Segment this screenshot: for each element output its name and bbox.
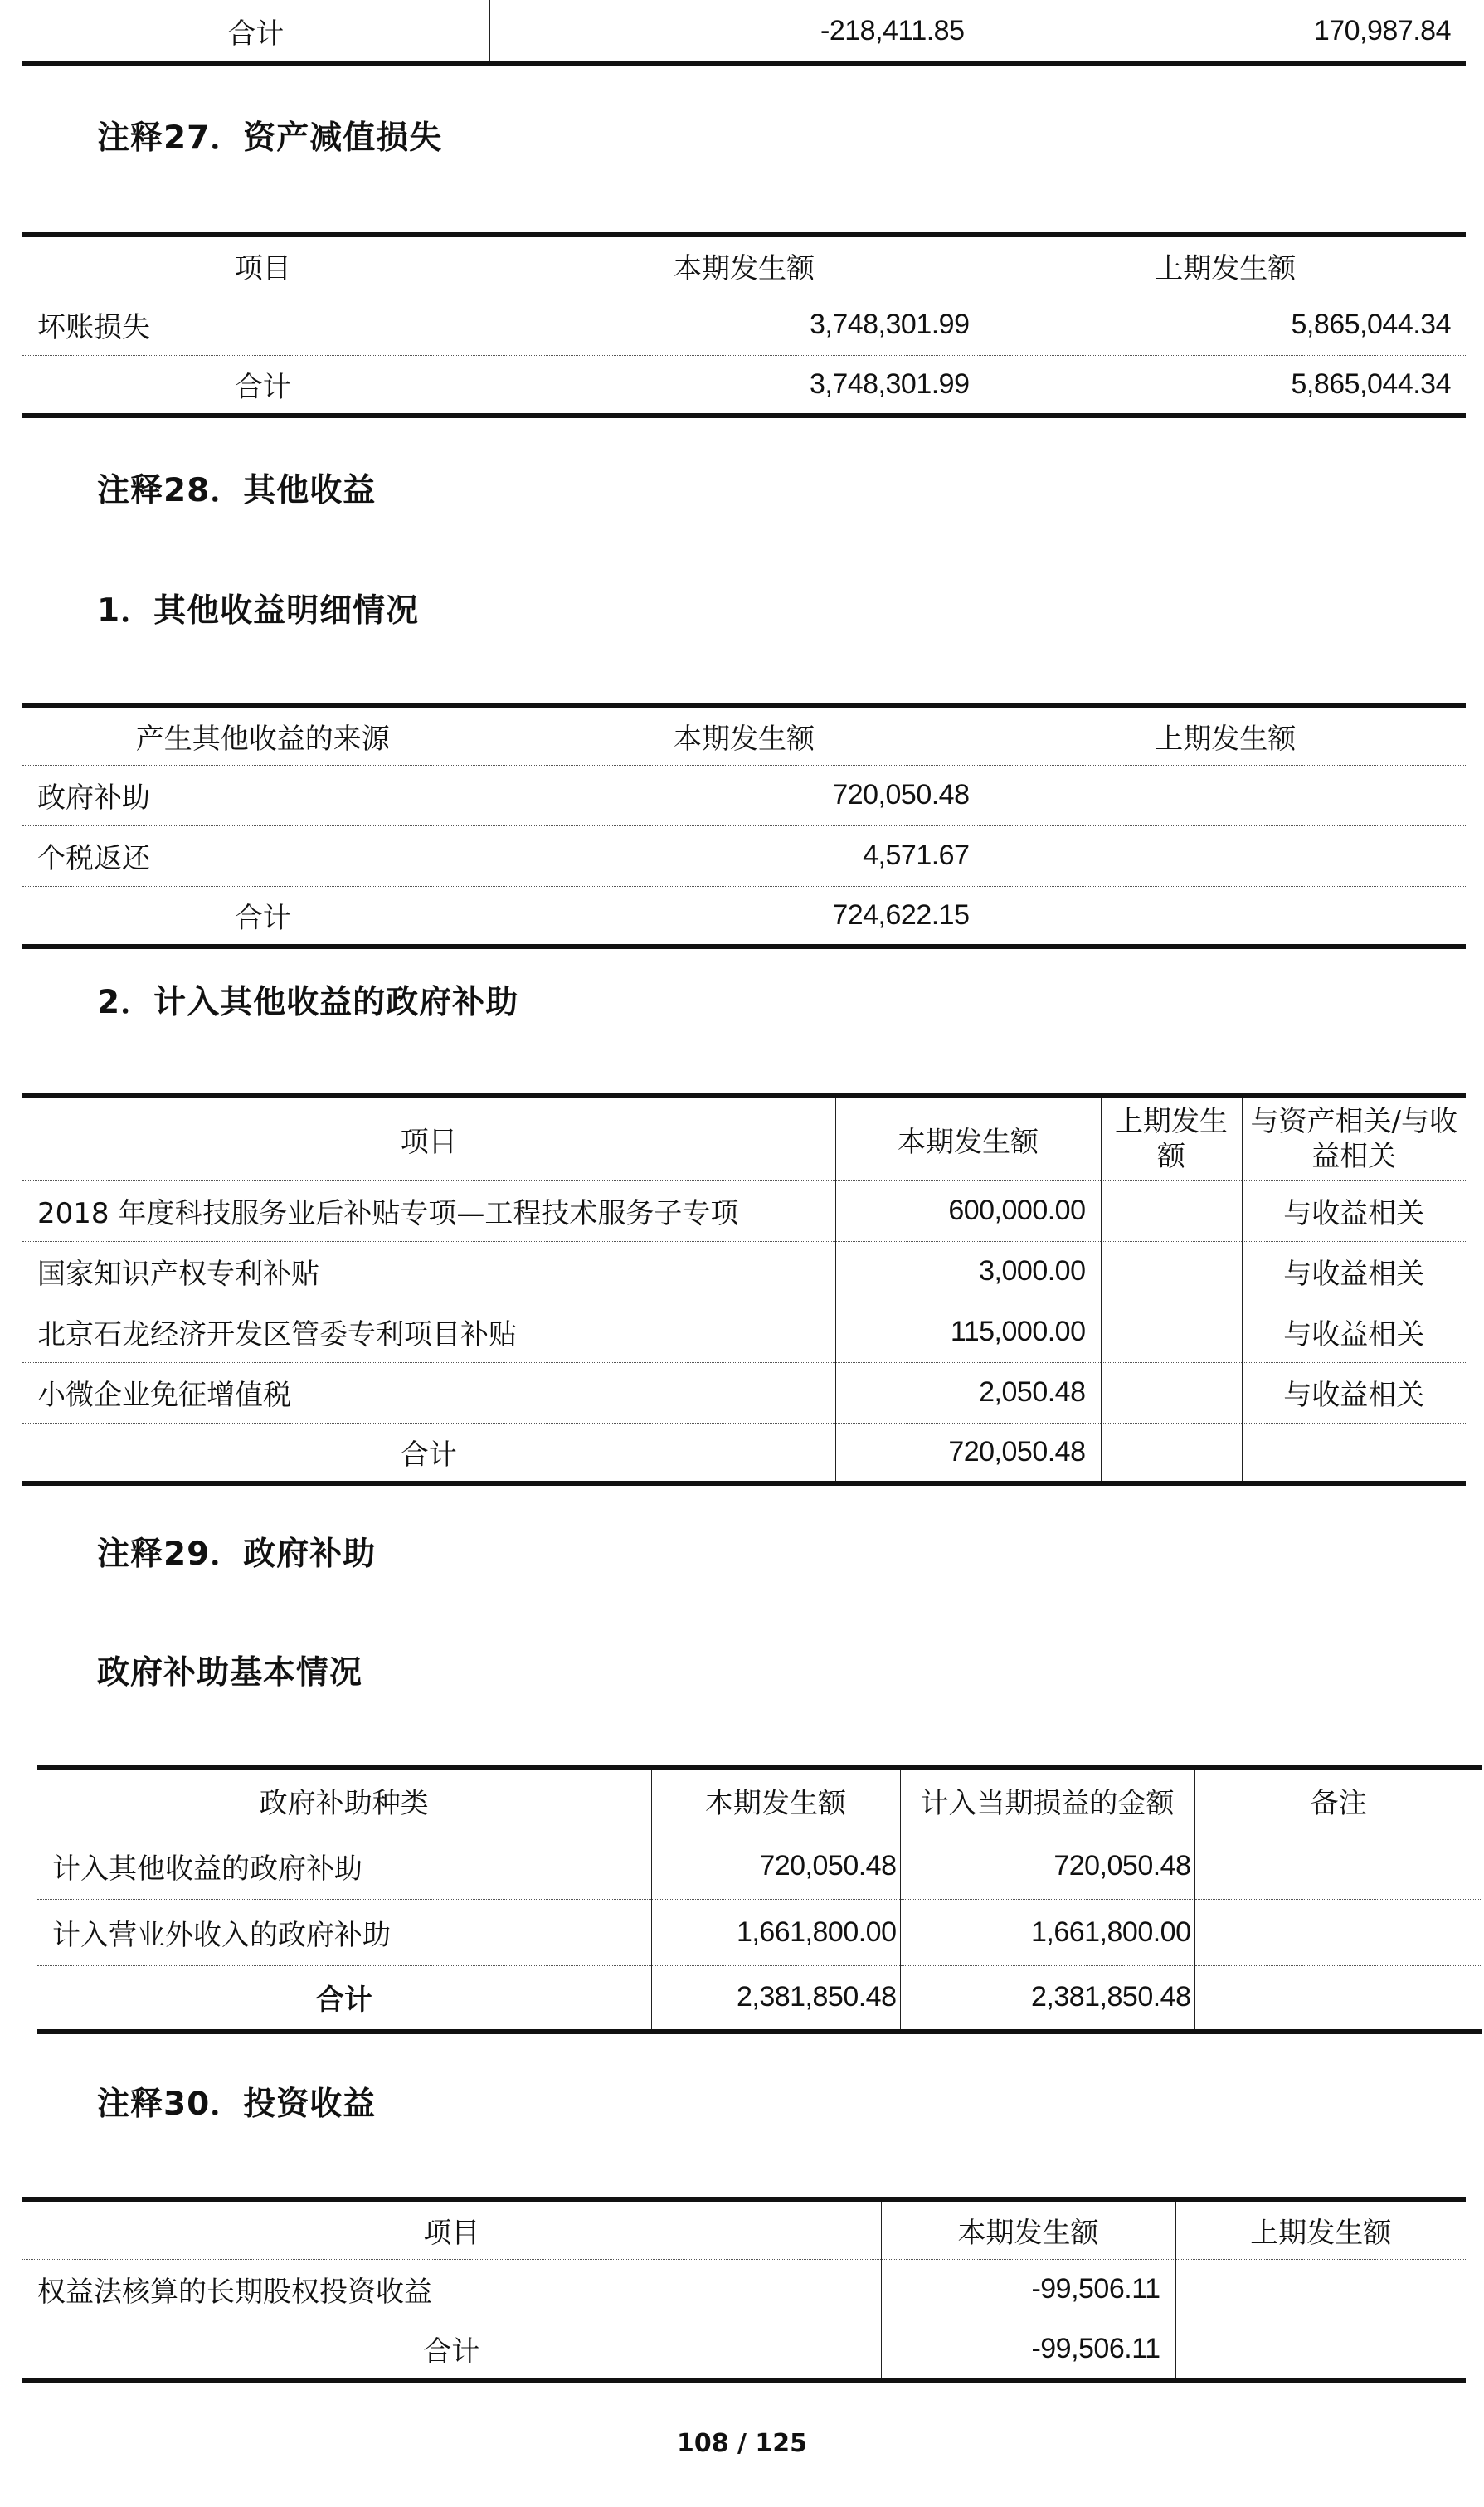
row-relation: 与收益相关	[1242, 1362, 1466, 1423]
row-previous	[985, 765, 1466, 825]
total-label: 合计	[234, 901, 291, 935]
note27-table	[22, 232, 1466, 418]
total-label: 合计	[423, 2334, 480, 2368]
col-header: 本期发生额	[881, 2199, 1175, 2259]
total-label: 合计	[400, 1438, 457, 1472]
total-current: -218,411.85	[489, 0, 980, 64]
col-header: 本期发生额	[835, 1096, 1101, 1180]
note30-table	[22, 2197, 1466, 2383]
header-row	[22, 1096, 1466, 1180]
table-row	[22, 825, 1466, 886]
col-header: 上期发生额	[985, 235, 1466, 295]
col-header: 政府补助种类	[37, 1767, 651, 1833]
total-profit-loss: 2,381,850.48	[900, 1965, 1194, 2032]
col-header: 项目	[22, 235, 504, 295]
header-row	[37, 1767, 1482, 1833]
row-previous	[1101, 1241, 1242, 1302]
note30-title: 注释30．投资收益	[97, 2086, 377, 2123]
table-row	[22, 1362, 1466, 1423]
total-label: 合计	[315, 1984, 372, 2018]
col-header: 计入当期损益的金额	[900, 1767, 1194, 1833]
total-current: -99,506.11	[881, 2320, 1175, 2380]
total-previous	[1101, 1423, 1242, 1483]
note28-sub1-title: 1．其他收益明细情况	[97, 592, 420, 630]
row-current: -99,506.11	[881, 2259, 1175, 2320]
col-header: 上期发生额	[1175, 2199, 1466, 2259]
note27-title: 注释27．资产减值损失	[97, 119, 443, 157]
col-header: 与资产相关/与收益相关	[1242, 1096, 1466, 1180]
row-current: 720,050.48	[504, 765, 985, 825]
col-header: 上期发生额	[985, 705, 1466, 765]
header-row	[22, 705, 1466, 765]
row-remark	[1194, 1899, 1482, 1965]
note28-title: 注释28．其他收益	[97, 472, 377, 509]
top-total-table	[22, 0, 1466, 66]
note29-sub-title: 政府补助基本情况	[97, 1654, 363, 1692]
total-row	[22, 1423, 1466, 1483]
header-row	[22, 2199, 1466, 2259]
total-row	[22, 886, 1466, 947]
table-row	[22, 765, 1466, 825]
table-row	[37, 1833, 1482, 1899]
col-header: 本期发生额	[504, 235, 985, 295]
total-current: 724,622.15	[504, 886, 985, 947]
page-number: 108 / 125	[676, 2429, 808, 2458]
note28-table2	[22, 1093, 1466, 1486]
row-current: 115,000.00	[835, 1302, 1101, 1362]
table-row	[22, 0, 1466, 64]
row-current: 720,050.48	[651, 1833, 900, 1899]
col-header: 本期发生额	[504, 705, 985, 765]
col-header: 上期发生额	[1101, 1096, 1242, 1180]
note29-table	[37, 1765, 1482, 2034]
note29-title: 注释29．政府补助	[97, 1536, 377, 1573]
row-label: 个税返还	[22, 825, 504, 886]
total-relation	[1242, 1423, 1466, 1483]
note28-sub2-title: 2．计入其他收益的政府补助	[97, 984, 519, 1021]
total-previous: 170,987.84	[980, 0, 1466, 64]
total-previous	[985, 886, 1466, 947]
table-row	[22, 2259, 1466, 2320]
total-current: 3,748,301.99	[504, 355, 985, 416]
row-label: 国家知识产权专利补贴	[22, 1241, 835, 1302]
row-previous: 5,865,044.34	[985, 295, 1466, 355]
row-previous	[1175, 2259, 1466, 2320]
header-row	[22, 235, 1466, 295]
total-label: 合计	[227, 17, 285, 51]
col-header: 项目	[22, 2199, 881, 2259]
table-row	[22, 295, 1466, 355]
total-row	[22, 355, 1466, 416]
row-remark	[1194, 1833, 1482, 1899]
row-label: 小微企业免征增值税	[22, 1362, 835, 1423]
row-profit-loss: 1,661,800.00	[900, 1899, 1194, 1965]
row-relation: 与收益相关	[1242, 1241, 1466, 1302]
note28-table1	[22, 703, 1466, 949]
table-row	[22, 1241, 1466, 1302]
row-label: 坏账损失	[22, 295, 504, 355]
row-label: 权益法核算的长期股权投资收益	[22, 2259, 881, 2320]
row-previous	[1101, 1302, 1242, 1362]
total-previous: 5,865,044.34	[985, 355, 1466, 416]
total-remark	[1194, 1965, 1482, 2032]
row-current: 3,000.00	[835, 1241, 1101, 1302]
row-previous	[1101, 1362, 1242, 1423]
row-label: 计入营业外收入的政府补助	[37, 1899, 651, 1965]
row-current: 2,050.48	[835, 1362, 1101, 1423]
total-current: 720,050.48	[835, 1423, 1101, 1483]
col-header: 备注	[1194, 1767, 1482, 1833]
table-row	[22, 1302, 1466, 1362]
total-row	[22, 2320, 1466, 2380]
col-header: 本期发生额	[651, 1767, 900, 1833]
row-current: 1,661,800.00	[651, 1899, 900, 1965]
row-label: 2018 年度科技服务业后补贴专项—工程技术服务子专项	[22, 1180, 835, 1241]
row-current: 4,571.67	[504, 825, 985, 886]
table-row	[22, 1180, 1466, 1241]
row-current: 600,000.00	[835, 1180, 1101, 1241]
table-row	[37, 1899, 1482, 1965]
col-header: 项目	[22, 1096, 835, 1180]
row-current: 3,748,301.99	[504, 295, 985, 355]
total-label: 合计	[234, 370, 291, 404]
total-row	[37, 1965, 1482, 2032]
row-profit-loss: 720,050.48	[900, 1833, 1194, 1899]
total-current: 2,381,850.48	[651, 1965, 900, 2032]
total-previous	[1175, 2320, 1466, 2380]
row-previous	[985, 825, 1466, 886]
row-relation: 与收益相关	[1242, 1180, 1466, 1241]
row-label: 政府补助	[22, 765, 504, 825]
row-label: 计入其他收益的政府补助	[37, 1833, 651, 1899]
row-label: 北京石龙经济开发区管委专利项目补贴	[22, 1302, 835, 1362]
row-relation: 与收益相关	[1242, 1302, 1466, 1362]
col-header: 产生其他收益的来源	[22, 705, 504, 765]
row-previous	[1101, 1180, 1242, 1241]
